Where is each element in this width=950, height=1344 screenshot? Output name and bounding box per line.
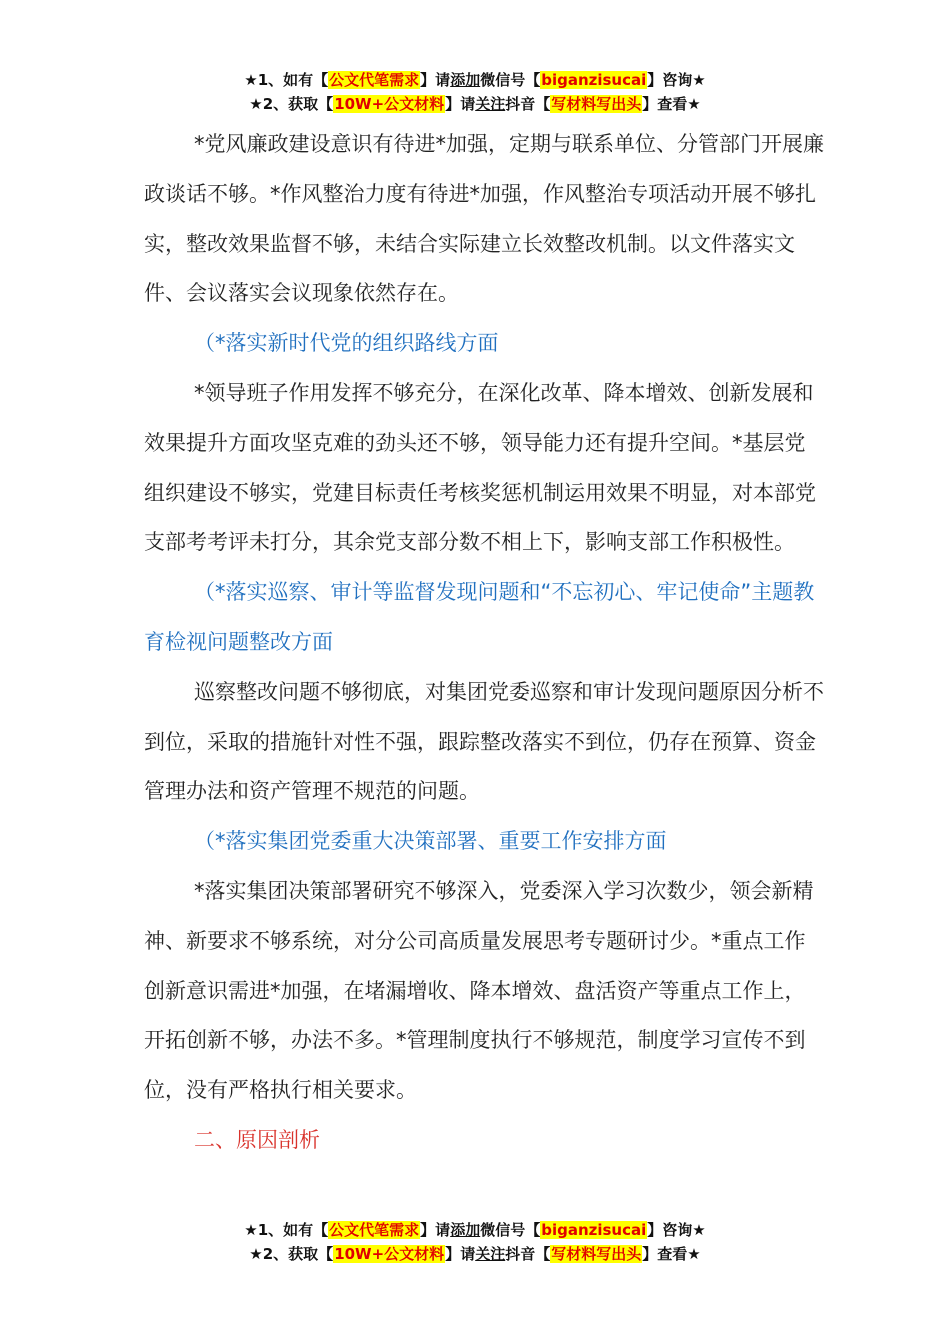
banner-underline: 关注 (475, 95, 506, 113)
banner-text: 】查看★ (642, 1245, 701, 1263)
banner-text: 】请 (420, 71, 451, 89)
banner-text: 抖音【 (505, 95, 551, 113)
banner-text: ★2、获取【 (249, 95, 334, 113)
banner-underline: 关注 (475, 1245, 506, 1263)
document-body (144, 120, 824, 1166)
banner-highlight: biganzisucai (541, 71, 647, 89)
banner-text: ★1、如有【 (244, 71, 329, 89)
banner-text: 】查看★ (642, 95, 701, 113)
bottom-banner (0, 1218, 950, 1266)
banner-line-1 (0, 1218, 950, 1242)
banner-highlight: 10W+公文材料 (334, 1245, 445, 1263)
banner-highlight: biganzisucai (541, 1221, 647, 1239)
banner-line-2 (0, 1242, 950, 1266)
subheading: （*落实集团党委重大决策部署、重要工作安排方面 (194, 829, 667, 854)
banner-text: 】请 (420, 1221, 451, 1239)
banner-text: 】请 (445, 1245, 476, 1263)
body-paragraph: *落实集团决策部署研究不够深入，党委深入学习次数少，领会新精神、新要求不够系统，对分公司高质量发展思考专题研讨少。*重点工作创新意识需进*加强，在堵漏增收、降本增效、盘活资产等重点工作上，开拓创新不够，办法不多。*管理制度执行不够规范，制度学习宣传不到位，没有严格执行相关要求。 (144, 878, 814, 1103)
banner-line-1 (0, 68, 950, 92)
subheading: （*落实巡察、审计等监督发现问题和“不忘初心、牢记使命”主题教育检视问题整改方面 (144, 580, 815, 654)
banner-underline: 添加 (450, 71, 481, 89)
banner-text: ★2、获取【 (249, 1245, 334, 1263)
section-heading: 二、原因剖析 (194, 1127, 320, 1152)
banner-text: 】咨询★ (647, 71, 706, 89)
banner-highlight: 公文代笔需求 (329, 1221, 420, 1239)
banner-text: 】咨询★ (647, 1221, 706, 1239)
banner-highlight: 10W+公文材料 (334, 95, 445, 113)
banner-highlight: 写材料写出头 (551, 95, 642, 113)
banner-underline: 添加 (450, 1221, 481, 1239)
body-paragraph: 巡察整改问题不够彻底，对集团党委巡察和审计发现问题原因分析不到位，采取的措施针对性不强，跟踪整改落实不到位，仍存在预算、资金管理办法和资产管理不规范的问题。 (144, 679, 824, 804)
banner-text: ★1、如有【 (244, 1221, 329, 1239)
top-banner (0, 68, 950, 116)
banner-text: 】请 (445, 95, 476, 113)
banner-text: 微信号【 (480, 1221, 541, 1239)
banner-highlight: 公文代笔需求 (329, 71, 420, 89)
body-paragraph: *党风廉政建设意识有待进*加强，定期与联系单位、分管部门开展廉政谈话不够。*作风整治力度有待进*加强，作风整治专项活动开展不够扎实，整改效果监督不够，未结合实际建立长效整改机制。以文件落实文件、会议落实会议现象依然存在。 (144, 132, 824, 306)
banner-line-2 (0, 92, 950, 116)
banner-text: 微信号【 (480, 71, 541, 89)
subheading: （*落实新时代党的组织路线方面 (194, 331, 499, 356)
banner-highlight: 写材料写出头 (551, 1245, 642, 1263)
banner-text: 抖音【 (505, 1245, 551, 1263)
body-paragraph: *领导班子作用发挥不够充分，在深化改革、降本增效、创新发展和效果提升方面攻坚克难的劲头还不够，领导能力还有提升空间。*基层党组织建设不够实，党建目标责任考核奖惩机制运用效果不明显，对本部党支部考考评未打分，其余党支部分数不相上下，影响支部工作积极性。 (144, 380, 816, 555)
